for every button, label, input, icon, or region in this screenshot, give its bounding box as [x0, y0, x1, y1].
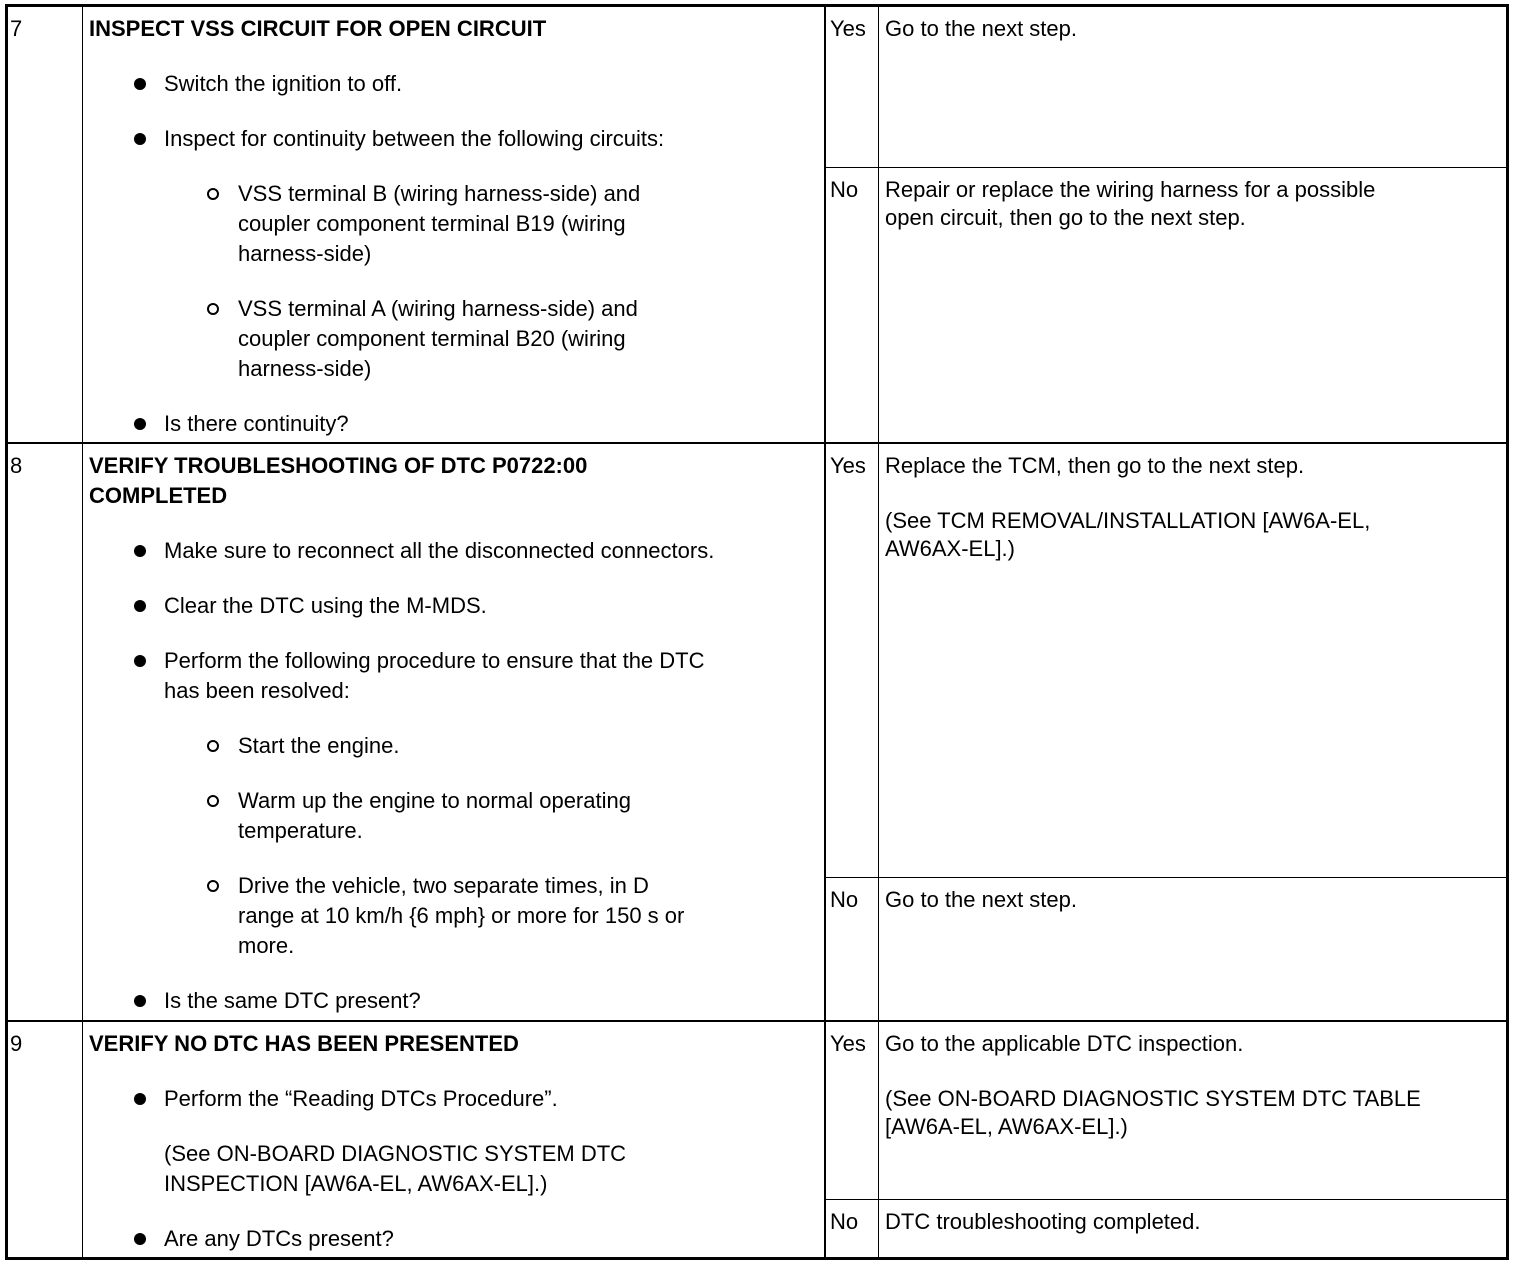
- table-border-right: [1506, 4, 1509, 1260]
- sub-bullet-text: VSS terminal B (wiring harness-side) and: [238, 181, 641, 206]
- result-divider-3: [824, 1199, 1507, 1200]
- column-divider-step: [82, 5, 83, 1258]
- bullet-text: INSPECTION [AW6A-EL, AW6AX-EL].): [164, 1171, 548, 1196]
- result-divider-2: [824, 877, 1507, 878]
- action-text: (See TCM REMOVAL/INSTALLATION [AW6A-EL,: [885, 508, 1371, 533]
- row-divider-1: [6, 442, 1507, 444]
- sub-bullet-text: coupler component terminal B19 (wiring: [238, 211, 626, 236]
- sub-bullet-text: range at 10 km/h {6 mph} or more for 150 s or: [238, 903, 685, 928]
- bullet-text: Perform the “Reading DTCs Procedure”.: [164, 1086, 558, 1111]
- action-text: [AW6A-EL, AW6AX-EL].): [885, 1113, 1128, 1139]
- table-border-bottom: [5, 1257, 1509, 1260]
- table-border-top: [5, 4, 1509, 7]
- bullet-circle-icon: [207, 795, 219, 807]
- bullet-dot-icon: [134, 1233, 146, 1245]
- sub-bullet-text: more.: [238, 933, 295, 958]
- bullet-text: Clear the DTC using the M-MDS.: [164, 593, 487, 618]
- bullet-text: Make sure to reconnect all the disconnected connectors.: [164, 538, 715, 563]
- answer-yes: Yes: [830, 16, 866, 41]
- answer-yes: Yes: [830, 453, 866, 478]
- bullet-text: Perform the following procedure to ensure that the DTC: [164, 648, 705, 673]
- action-text: Go to the next step.: [885, 887, 1078, 912]
- column-divider-answer: [878, 5, 879, 1258]
- sub-bullet-text: temperature.: [238, 818, 363, 843]
- bullet-circle-icon: [207, 303, 219, 315]
- step-number: 8: [10, 453, 23, 478]
- action-text: open circuit, then go to the next step.: [885, 204, 1246, 230]
- sub-bullet-text: Warm up the engine to normal operating: [238, 788, 631, 813]
- column-divider-procedure: [824, 5, 826, 1258]
- bullet-dot-icon: [134, 1093, 146, 1105]
- bullet-circle-icon: [207, 880, 219, 892]
- sub-bullet-text: Start the engine.: [238, 733, 400, 758]
- step-number: 9: [10, 1031, 23, 1056]
- step-title: VERIFY NO DTC HAS BEEN PRESENTED: [89, 1031, 519, 1056]
- action-text: (See ON-BOARD DIAGNOSTIC SYSTEM DTC TABLE: [885, 1086, 1421, 1111]
- bullet-dot-icon: [134, 418, 146, 430]
- bullet-text: Inspect for continuity between the following circuits:: [164, 126, 665, 151]
- bullet-dot-icon: [134, 655, 146, 667]
- action-text: Replace the TCM, then go to the next step.: [885, 453, 1305, 478]
- action-text: AW6AX-EL].): [885, 535, 1015, 561]
- action-text: Go to the next step.: [885, 16, 1078, 41]
- bullet-circle-icon: [207, 188, 219, 200]
- table-border-left: [5, 4, 8, 1260]
- bullet-dot-icon: [134, 545, 146, 557]
- sub-bullet-text: Drive the vehicle, two separate times, in D: [238, 873, 649, 898]
- bullet-text: has been resolved:: [164, 678, 350, 703]
- bullet-dot-icon: [134, 995, 146, 1007]
- sub-bullet-text: coupler component terminal B20 (wiring: [238, 326, 626, 351]
- answer-yes: Yes: [830, 1031, 866, 1056]
- answer-no: No: [830, 887, 859, 912]
- answer-no: No: [830, 1209, 859, 1234]
- answer-no: No: [830, 177, 859, 202]
- sub-bullet-text: harness-side): [238, 241, 372, 266]
- sub-bullet-text: harness-side): [238, 356, 372, 381]
- sub-bullet-text: VSS terminal A (wiring harness-side) and: [238, 296, 638, 321]
- step-title: INSPECT VSS CIRCUIT FOR OPEN CIRCUIT: [89, 16, 547, 41]
- bullet-text: Are any DTCs present?: [164, 1226, 394, 1251]
- bullet-dot-icon: [134, 600, 146, 612]
- row-divider-2: [6, 1020, 1507, 1022]
- bullet-circle-icon: [207, 740, 219, 752]
- bullet-text: Switch the ignition to off.: [164, 71, 403, 96]
- result-divider-1: [824, 167, 1507, 168]
- bullet-text: Is there continuity?: [164, 411, 349, 436]
- bullet-text: (See ON-BOARD DIAGNOSTIC SYSTEM DTC: [164, 1141, 627, 1166]
- action-text: Go to the applicable DTC inspection.: [885, 1031, 1244, 1056]
- bullet-dot-icon: [134, 78, 146, 90]
- step-title: VERIFY TROUBLESHOOTING OF DTC P0722:00: [89, 453, 588, 478]
- step-title: COMPLETED: [89, 483, 228, 508]
- step-number: 7: [10, 16, 23, 41]
- action-text: Repair or replace the wiring harness for a possible: [885, 177, 1376, 202]
- action-text: DTC troubleshooting completed.: [885, 1209, 1201, 1234]
- bullet-text: Is the same DTC present?: [164, 988, 421, 1013]
- bullet-dot-icon: [134, 133, 146, 145]
